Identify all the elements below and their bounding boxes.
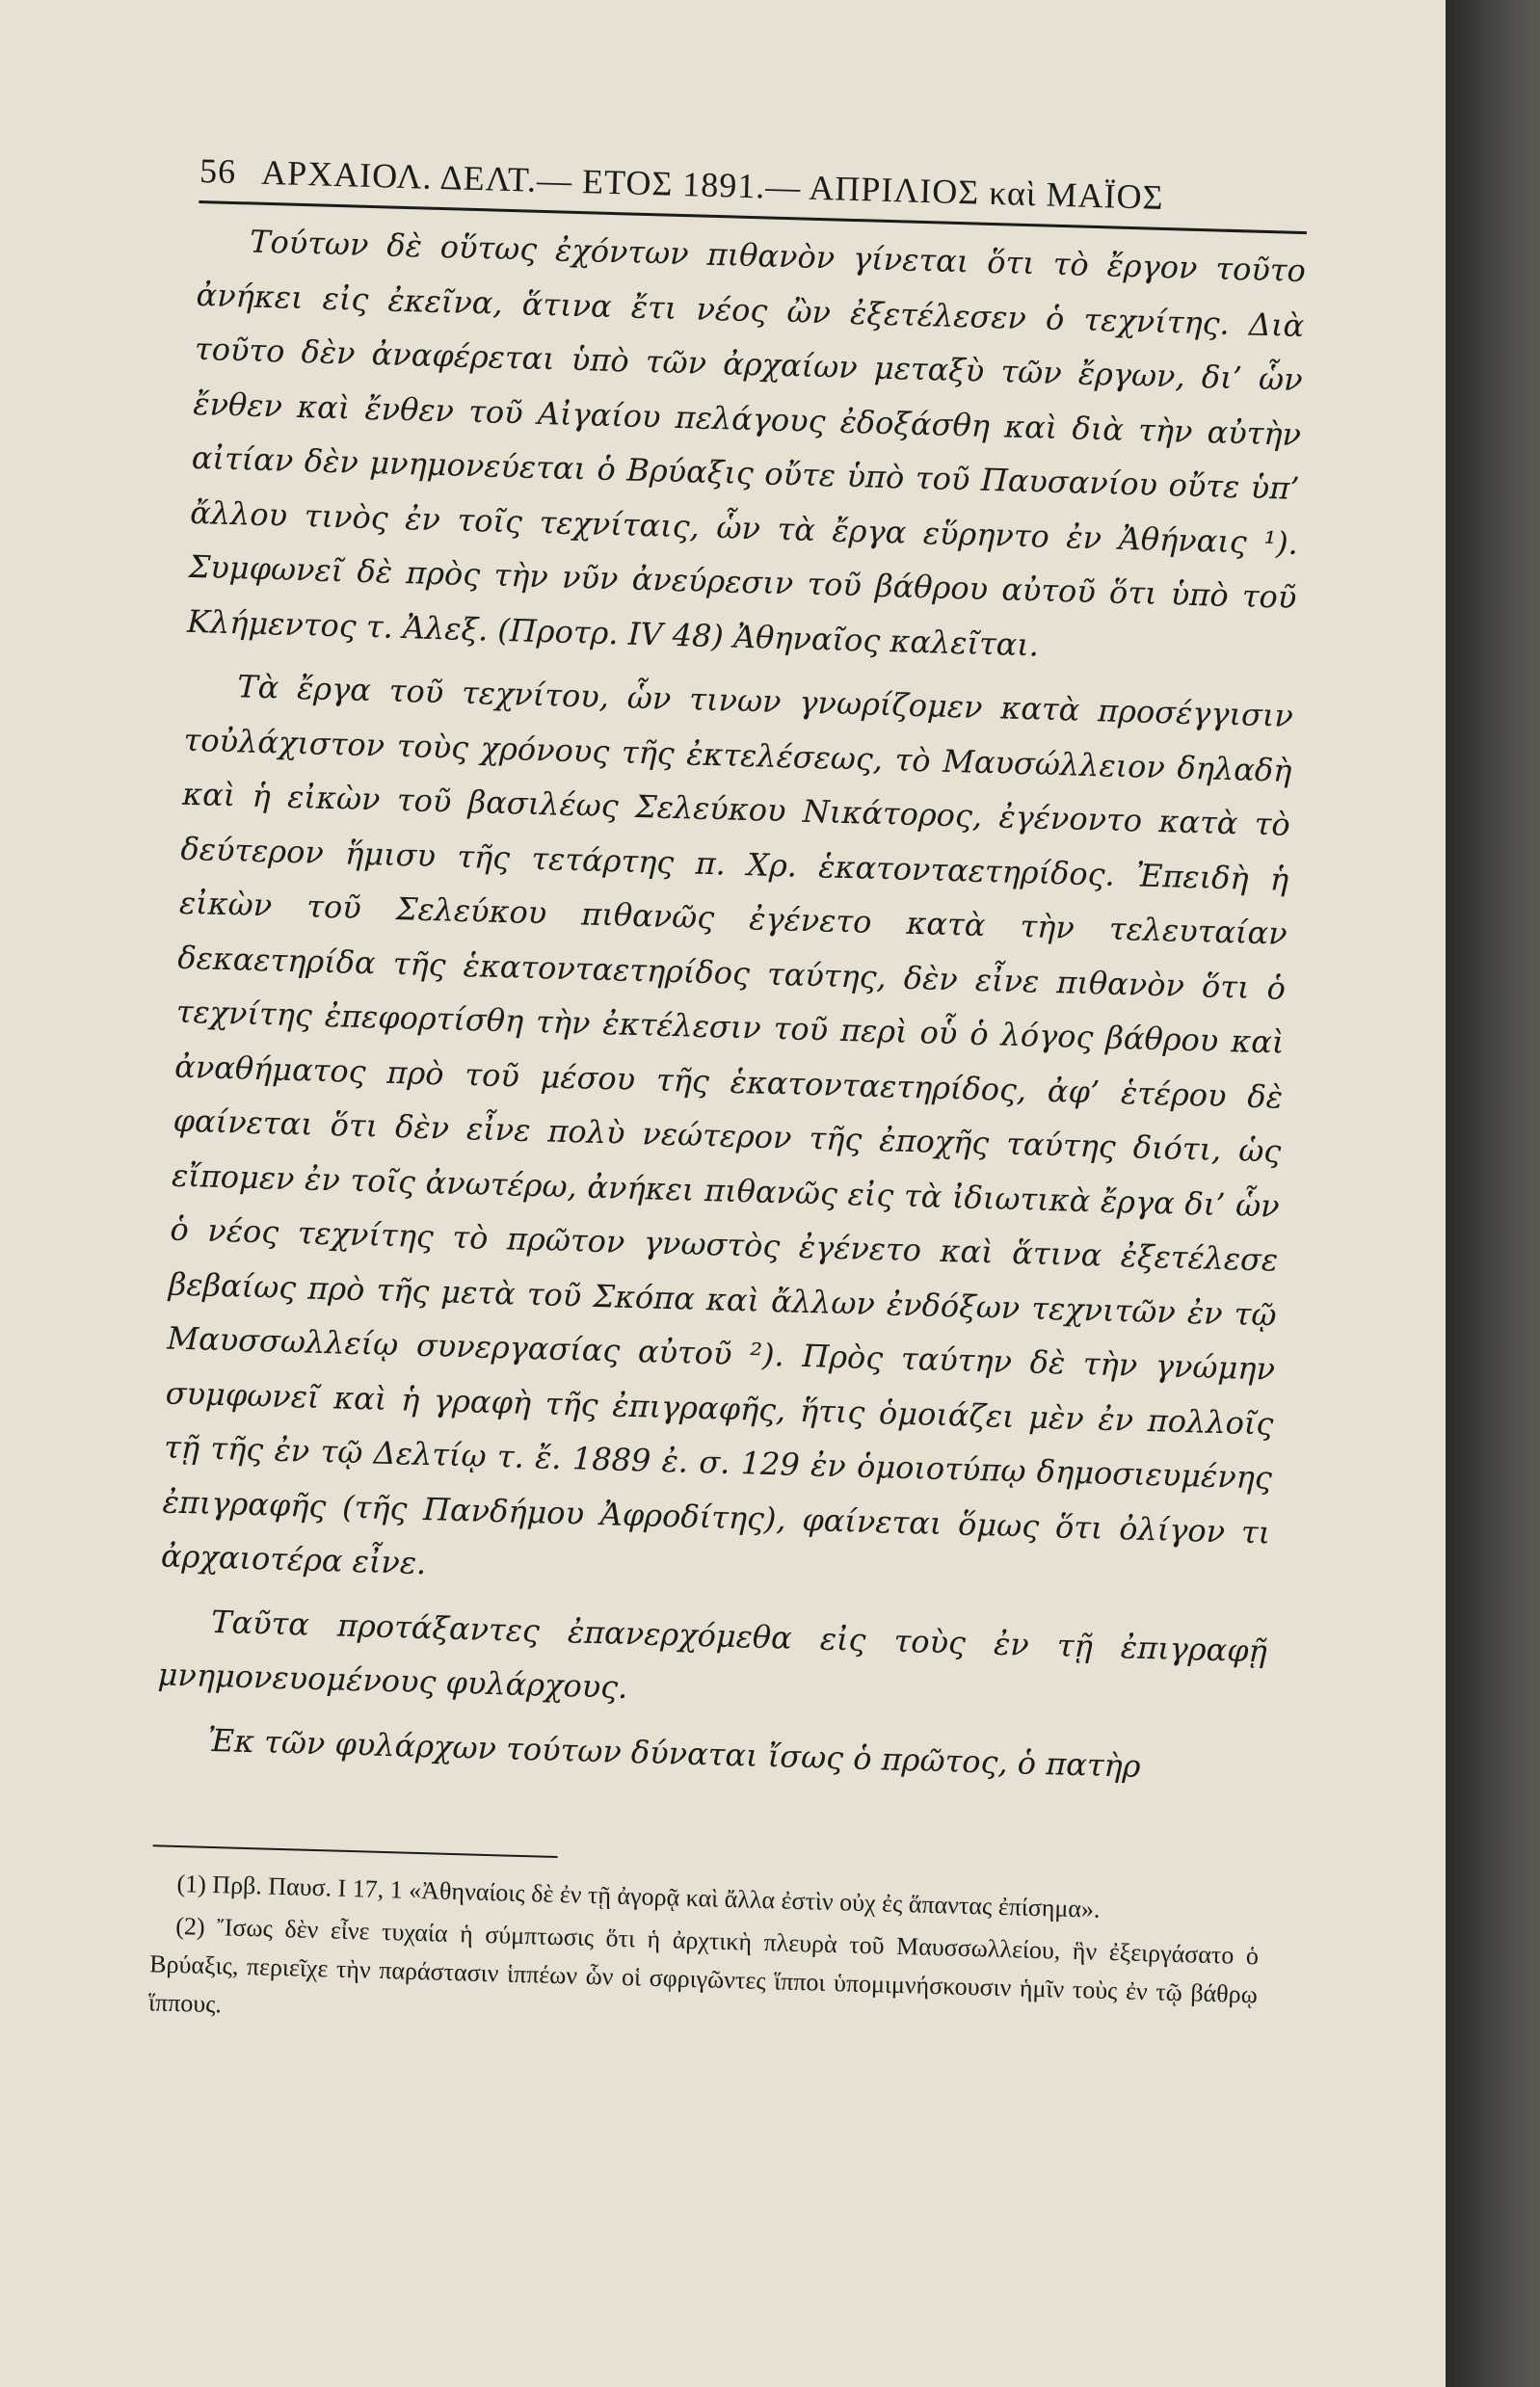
running-title: ΑΡΧΑΙΟΛ. ΔΕΛΤ.— ΕΤΟΣ 1891.— ΑΠΡΙΛΙΟΣ καὶ ΜΑΪΟΣ — [260, 152, 1165, 217]
page-content — [148, 145, 1309, 2053]
book-spine-shadow — [1446, 0, 1540, 2387]
paragraph-3: Ταῦτα προτάξαντες ἐπανερχόμεθα εἰς τοὺς ἐν τῇ ἐπιγραφῇ μνημονευομένους φυλάρχους. — [157, 1603, 1268, 1706]
footnote-rule — [153, 1844, 558, 1858]
paragraph-2: Τὰ ἔργα τοῦ τεχνίτου, ὧν τινων γνωρίζομεν κατὰ προσέγγισιν τοὐλάχιστον τοὺς χρόνους τῆς ἐκτελέσεως, τὸ Μαυσώλλειον δηλαδὴ καὶ ἡ εἰκὼν τοῦ βασιλέως Σελεύκου Νικάτορος, ἐγένοντο κατὰ τὸ δεύτερον ἥμισυ τῆς τετάρτης π. Χρ. ἑκατονταετηρίδος. Ἐπειδὴ ἡ εἰκὼν τοῦ Σελεύκου πιθανῶς ἐγένετο κατὰ τὴν τελευταίαν δεκαετηρίδα τῆς ἑκατονταετηρίδος ταύτης, δὲν εἶνε πιθανὸν ὅτι ὁ τεχνίτης ἐπεφορτίσθη τὴν ἐκτέλεσιν τοῦ περὶ οὗ ὁ λόγος βάθρου καὶ ἀναθήματος πρὸ τοῦ μέσου τῆς ἑκατονταετηρίδος, ἀφ’ ἑτέρου δὲ φαίνεται ὅτι δὲν εἶνε πολὺ νεώτερον τῆς ἐποχῆς ταύτης διότι, ὡς εἴπομεν ἐν τοῖς ἀνωτέρω, ἀνήκει πιθανῶς εἰς τὰ ἰδιωτικὰ ἔργα δι’ ὧν ὁ νέος τεχνίτης τὸ πρῶτον γνωστὸς ἐγένετο καὶ ἅτινα ἐξετέλεσε βεβαίως πρὸ τῆς μετὰ τοῦ Σκόπα καὶ ἄλλων ἐνδόξων τεχνιτῶν ἐν τῷ Μαυσσωλλείῳ συνεργασίας αὐτοῦ ²). Πρὸς ταύτην δὲ τὴν γνώμην συμφωνεῖ καὶ ἡ γραφὴ τῆς ἐπιγραφῆς, ἥτις ὁμοιάζει μὲν ἐν πολλοῖς τῇ τῆς ἐν τῷ Δελτίῳ τ. ἔ. 1889 ἐ. σ. 129 ἐν ὁμοιοτύπῳ δημοσιευμένης ἐπιγραφῆς (τῆς Πανδήμου Ἀφροδίτης), φαίνεται ὅμως ὅτι ὀλίγον τι ἀρχαιοτέρα εἶνε. — [160, 668, 1294, 1582]
page-number: 56 — [199, 150, 237, 192]
paragraph-1: Τούτων δὲ οὕτως ἐχόντων πιθανὸν γίνεται ὅτι τὸ ἔργον τοῦτο ἀνήκει εἰς ἐκεῖνα, ἅτινα ἔτι νέος ὢν ἐξετέλεσεν ὁ τεχνίτης. Διὰ τοῦτο δὲν ἀναφέρεται ὑπὸ τῶν ἀρχαίων μεταξὺ τῶν ἔργων, δι’ ὧν ἔνθεν καὶ ἔνθεν τοῦ Αἰγαίου πελάγους ἐδοξάσθη καὶ διὰ τὴν αὐτὴν αἰτίαν δὲν μνημονεύεται ὁ Βρύαξις οὔτε ὑπὸ τοῦ Παυσανίου οὔτε ὑπ’ ἄλλου τινὸς ἐν τοῖς τεχνίταις, ὧν τὰ ἔργα εὕρηντο ἐν Ἀθήναις ¹). Συμφωνεῖ δὲ πρὸς τὴν νῦν ἀνεύρεσιν τοῦ βάθρου αὐτοῦ ὅτι ὑπὸ τοῦ Κλήμεντος τ. Ἀλεξ. (Προτρ. IV 48) Ἀθηναῖος καλεῖται. — [186, 223, 1307, 663]
footnote-2: (2) Ἴσως δὲν εἶνε τυχαία ἡ σύμπτωσις ὅτι ἡ ἀρχτικὴ πλευρὰ τοῦ Μαυσσωλλείου, ἣν ἐξειργάσατο ὁ Βρύαξις, περιεῖχε τὴν παράστασιν ἱππέων ὧν οἱ σφριγῶντες ἵπποι ὑπομιμνήσκουσιν ἡμῖν τοὺς ἐν τῷ βάθρῳ ἵππους. — [147, 1912, 1260, 2019]
paragraph-4: Ἐκ τῶν φυλάρχων τούτων δύναται ἴσως ὁ πρῶτος, ὁ πατὴρ — [207, 1721, 1142, 1785]
footnote-1: (1) Πρβ. Παυσ. I 17, 1 «Ἀθηναίοις δὲ ἐν τῇ ἀγορᾷ καὶ ἄλλα ἐστὶν οὐχ ἐς ἅπαντας ἐπίσημα». — [176, 1870, 1101, 1923]
